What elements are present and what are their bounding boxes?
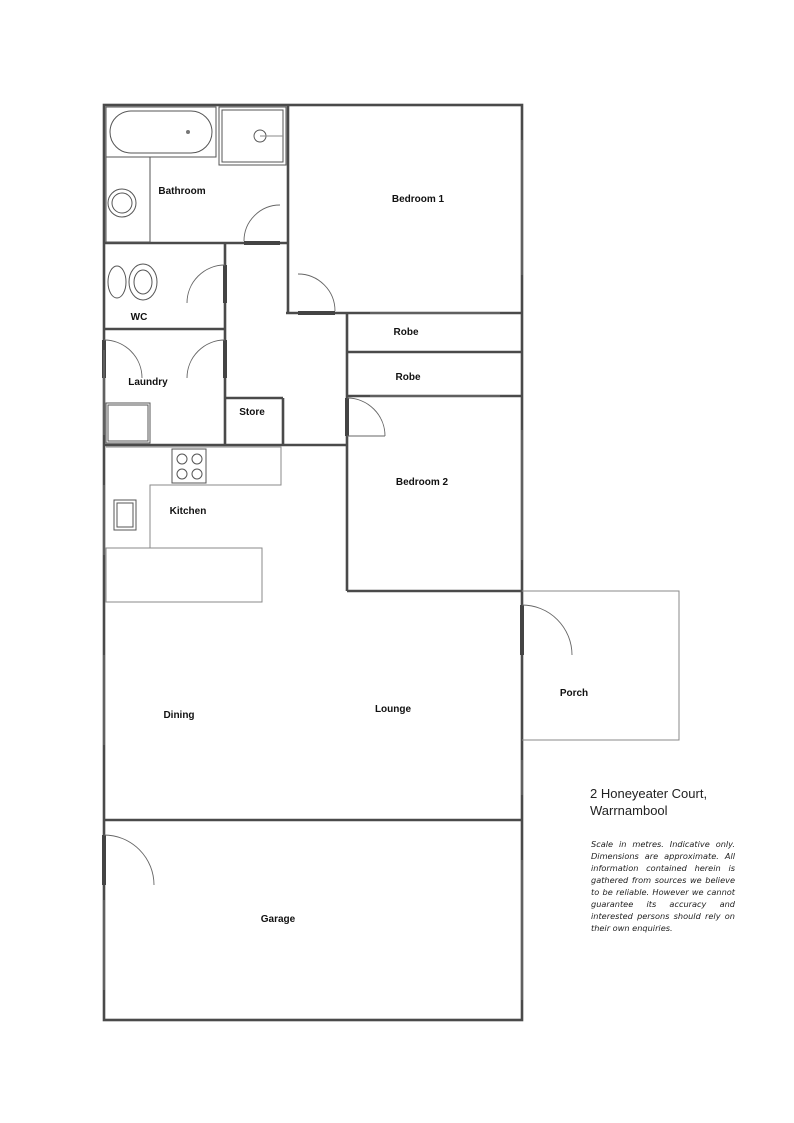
room-label-laundry: Laundry [128,377,168,388]
windows [104,140,522,1000]
cooktop [172,449,206,483]
kitchen-sink [114,500,136,530]
room-label-wc: WC [130,312,148,323]
address-line-2: Warrnambool [590,803,668,818]
bath-tub [106,107,216,157]
room-label-bathroom: Bathroom [158,186,206,197]
room-label-robe-2: Robe [395,372,421,383]
room-label-bedroom-2: Bedroom 2 [395,477,449,488]
doors [102,205,572,885]
room-label-porch: Porch [559,688,589,699]
room-label-garage: Garage [260,914,296,925]
disclaimer-text: Scale in metres. Indicative only. Dimensions are approximate. All information contained herein is gathered from sources we believe to be reliable. However we cannot guarantee its accuracy and interested persons should rely on their own enquiries. [591,839,735,933]
address-line-1: 2 Honeyeater Court, [590,786,708,801]
room-label-dining: Dining [163,710,195,721]
room-label-store: Store [239,407,265,418]
room-labels [128,186,588,925]
room-label-lounge: Lounge [374,704,412,715]
room-label-robe-1: Robe [393,327,419,338]
toilet [108,264,157,300]
shower [219,107,286,165]
room-label-bedroom-1: Bedroom 1 [391,194,445,205]
bathroom-vanity [106,157,150,242]
porch-outline [522,591,679,740]
property-address [590,785,750,819]
laundry-tub [106,403,150,443]
room-label-kitchen: Kitchen [169,506,207,517]
